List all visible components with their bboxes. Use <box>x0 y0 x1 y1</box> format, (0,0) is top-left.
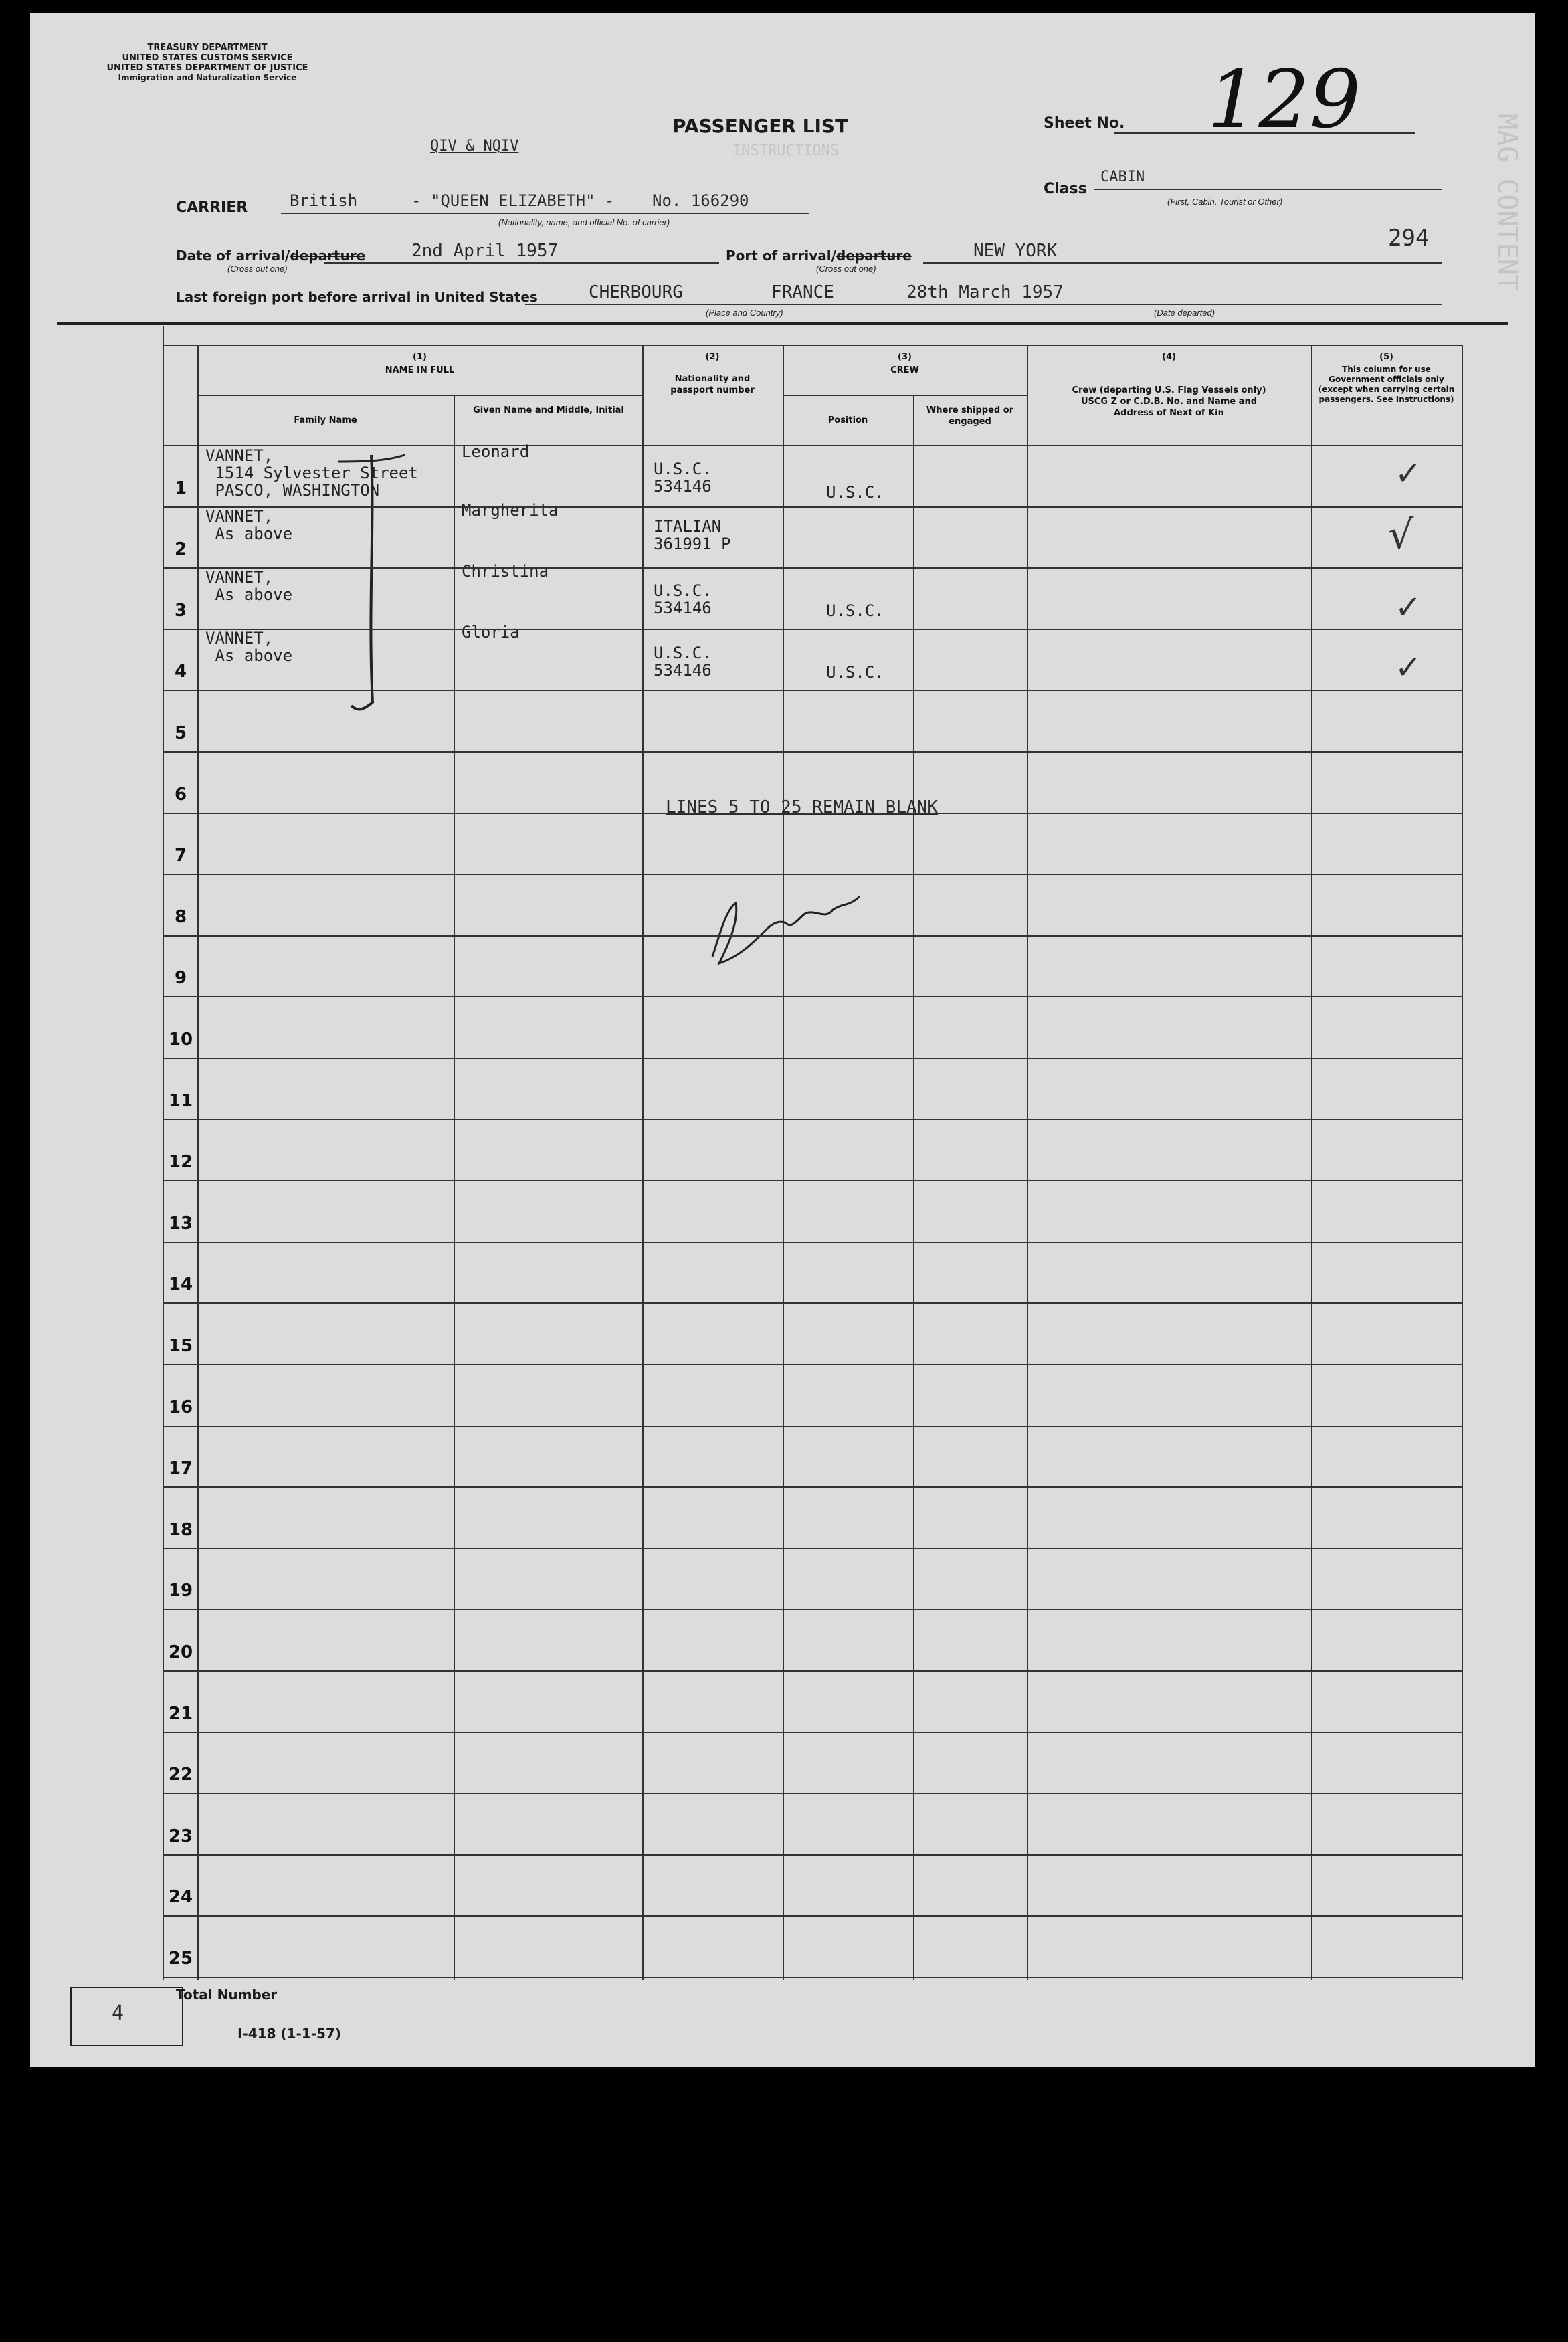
bleed-through-text: INSTRUCTIONS <box>732 142 839 159</box>
row-divider <box>163 1793 1463 1794</box>
col4-num: (4) <box>1162 352 1176 362</box>
row2-nationality: ITALIAN 361991 P <box>654 517 731 553</box>
col5-title: This column for use Government officials only (except when carrying certain passengers. See Instructions) <box>1318 365 1455 404</box>
port-struck-text: departure <box>836 248 912 264</box>
row3-position: U.S.C. <box>826 601 884 620</box>
date-label-text: Date of arrival/ <box>176 248 290 264</box>
col2-num: (2) <box>705 352 720 362</box>
row-number: 25 <box>168 1949 193 1969</box>
grid-line-given <box>642 345 644 1980</box>
port-caption: (Cross out one) <box>816 264 876 274</box>
col3-position: Position <box>827 415 868 425</box>
col1-title: NAME IN FULL <box>385 365 455 375</box>
row-number: 16 <box>168 1397 193 1418</box>
row-number: 4 <box>174 662 187 682</box>
col1-given: Given Name and Middle, Initial <box>473 405 624 415</box>
header-split-crew <box>783 395 1027 396</box>
row-divider <box>163 1670 1463 1672</box>
class-caption: (First, Cabin, Tourist or Other) <box>1167 197 1283 207</box>
row1-nationality: U.S.C. 534146 <box>654 460 712 496</box>
row-divider <box>163 996 1463 997</box>
row1-given: Leonard <box>462 442 530 461</box>
top-rule <box>57 322 1508 325</box>
row-divider <box>163 1119 1463 1120</box>
total-value: 4 <box>112 2002 124 2025</box>
row-number: 15 <box>168 1336 193 1356</box>
class-label: Class <box>1044 181 1087 197</box>
row-number: 19 <box>168 1581 193 1601</box>
col1-num: (1) <box>413 352 427 362</box>
row-divider <box>163 935 1463 937</box>
place-caption: (Place and Country) <box>706 308 783 318</box>
row1-check-icon: ✓ <box>1395 455 1422 492</box>
row-divider <box>163 874 1463 875</box>
row4-position: U.S.C. <box>826 663 884 682</box>
passenger-list-sheet <box>30 13 1535 2067</box>
foreign-port-label: Last foreign port before arrival in United States <box>176 289 538 305</box>
date-line <box>324 262 719 264</box>
date-value: 2nd April 1957 <box>411 241 559 261</box>
row1-position: U.S.C. <box>826 483 884 502</box>
row-number: 11 <box>168 1091 193 1111</box>
row-number: 12 <box>168 1152 193 1172</box>
row-divider <box>163 1242 1463 1243</box>
carrier-caption: (Nationality, name, and official No. of carrier) <box>498 217 670 227</box>
row-divider <box>163 1486 1463 1488</box>
port-label <box>726 248 912 264</box>
row-number: 20 <box>168 1642 193 1662</box>
col3-num: (3) <box>898 352 912 362</box>
row-number: 13 <box>168 1213 193 1234</box>
grid-line-position <box>913 395 914 1980</box>
class-value: CABIN <box>1100 169 1145 185</box>
row2-given: Margherita <box>462 501 559 520</box>
row-number: 8 <box>174 907 187 927</box>
row-number: 24 <box>168 1887 193 1907</box>
row-divider <box>163 506 1463 508</box>
qiv-label: QIV & NQIV <box>430 138 519 155</box>
grid-line-nationality <box>783 345 784 1980</box>
date-departed-caption: (Date departed) <box>1154 308 1215 318</box>
carrier-line <box>281 213 809 214</box>
total-box <box>70 1987 183 2046</box>
date-caption: (Cross out one) <box>227 264 288 274</box>
port-value: NEW YORK <box>973 241 1058 261</box>
row-number: 14 <box>168 1274 193 1294</box>
page-reference-number: 294 <box>1388 225 1430 252</box>
row-number: 7 <box>174 846 187 866</box>
agency-treasury: TREASURY DEPARTMENT <box>147 43 268 53</box>
row-divider <box>163 1180 1463 1181</box>
row-number: 9 <box>174 968 187 988</box>
row-number: 1 <box>174 478 187 498</box>
row-divider <box>163 813 1463 814</box>
row4-nationality: U.S.C. 534146 <box>654 644 712 680</box>
row-divider <box>163 1915 1463 1917</box>
sheet-number-handwritten: 129 <box>1207 54 1361 147</box>
form-number: I-418 (1-1-57) <box>237 2026 341 2042</box>
row-divider <box>163 1977 1463 1978</box>
row-divider <box>163 1302 1463 1304</box>
agency-ins: Immigration and Naturalization Service <box>118 73 297 82</box>
official-signature <box>699 883 873 977</box>
foreign-line <box>525 304 1442 305</box>
row2-family: VANNET, As above <box>205 507 293 543</box>
col3-where: Where shipped or engaged <box>926 405 1014 427</box>
agency-customs: UNITED STATES CUSTOMS SERVICE <box>122 53 293 63</box>
grid-line-kin <box>1311 345 1312 1980</box>
foreign-country-value: FRANCE <box>771 282 834 302</box>
total-label: Total Number <box>176 1987 278 2003</box>
row-divider <box>163 1548 1463 1549</box>
row-number: 18 <box>168 1520 193 1540</box>
page-title: PASSENGER LIST <box>672 115 848 137</box>
port-label-text: Port of arrival/ <box>726 248 836 264</box>
row-number: 3 <box>174 601 187 621</box>
grid-border-right <box>1462 345 1463 1980</box>
row-divider <box>163 1058 1463 1059</box>
row-divider <box>163 1854 1463 1856</box>
row-divider <box>163 1609 1463 1610</box>
row3-given: Christina <box>462 562 549 581</box>
row-number: 2 <box>174 539 187 559</box>
row-number: 10 <box>168 1030 193 1050</box>
date-label <box>176 248 365 264</box>
col2-title: Nationality and passport number <box>670 374 755 395</box>
row-number: 17 <box>168 1458 193 1478</box>
handwritten-bracket-mark <box>324 442 411 722</box>
foreign-date-value: 28th March 1957 <box>906 282 1064 302</box>
row3-check-icon: ✓ <box>1395 589 1422 626</box>
row-divider <box>163 567 1463 569</box>
grid-line-crew <box>1027 345 1028 1980</box>
row-number: 22 <box>168 1765 193 1785</box>
row-divider <box>163 1732 1463 1733</box>
row-divider <box>163 1426 1463 1427</box>
carrier-nationality: British <box>290 191 358 210</box>
row-number: 5 <box>174 723 187 743</box>
header-split-name <box>197 395 642 396</box>
agency-block <box>97 43 318 83</box>
col3-title: CREW <box>890 365 919 375</box>
row3-nationality: U.S.C. 534146 <box>654 581 712 617</box>
col1-family: Family Name <box>294 415 357 425</box>
col5-num: (5) <box>1379 352 1393 362</box>
row2-check-icon: √ <box>1388 512 1414 559</box>
port-line <box>923 262 1442 264</box>
row4-family: VANNET, As above <box>205 629 293 665</box>
row4-given: Gloria <box>462 623 520 642</box>
row3-family: VANNET, As above <box>205 568 293 604</box>
row-divider <box>163 1364 1463 1365</box>
row-number: 6 <box>174 785 187 805</box>
foreign-port-value: CHERBOURG <box>589 282 683 302</box>
row4-check-icon: ✓ <box>1395 649 1422 686</box>
row-number: 23 <box>168 1826 193 1846</box>
carrier-label: CARRIER <box>176 199 248 216</box>
grid-line-num <box>197 345 199 1980</box>
agency-justice: UNITED STATES DEPARTMENT OF JUSTICE <box>106 63 308 73</box>
row-divider <box>163 690 1463 691</box>
carrier-name: - "QUEEN ELIZABETH" - <box>411 191 615 210</box>
row1-family: VANNET, 1514 Sylvester Street PASCO, WASHINGTON <box>205 446 418 500</box>
grid-line-family <box>454 395 455 1980</box>
carrier-number: No. 166290 <box>652 191 749 210</box>
sheet-label: Sheet No. <box>1044 115 1125 132</box>
col4-title: Crew (departing U.S. Flag Vessels only) USCG Z or C.D.B. No. and Name and Address of Next of Kin <box>1072 385 1266 418</box>
bleed-through-margin: MAG CONTENT <box>1492 114 1523 291</box>
row-number: 21 <box>168 1704 193 1724</box>
class-line <box>1094 189 1442 190</box>
date-struck-text: departure <box>290 248 366 264</box>
blank-lines-note: LINES 5 TO 25 REMAIN BLANK <box>666 797 938 817</box>
row-divider <box>163 629 1463 630</box>
header-top-line <box>163 345 1463 346</box>
row-divider <box>163 751 1463 753</box>
